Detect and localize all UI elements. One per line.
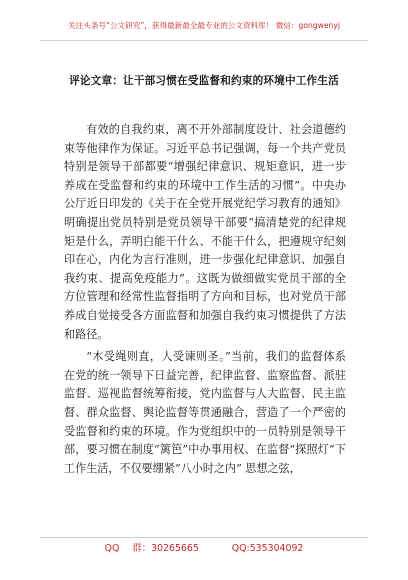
document-title: 评论文章：让干部习惯在受监督和约束的环境中工作生活 xyxy=(69,75,339,87)
paragraph-1: 有效的自我约束，离不开外部制度设计、社会道德约束等他律作为保证。习近平总书记强调，每一个共产党员特别是领导干部都要“增强纪律意识、规矩意识，进一步养成在受监督和约束的环境中工作生活的习惯”。中央办公厅近日印发的《关于在全党开展党纪学习教育的通知》明确提出党员特别是党员领导干部要“搞清楚党的纪律规矩是什么，弄明白能干什么、不能干什么，把遵规守纪刻印在心，内化为言行准则，进一步强化纪律意识、加强自我约束、提高免疫能力”。这既为做细做实党员干部的全方位管理和经常性监督指明了方向和目标，也对党员干部养成自觉接受各方面监督和加强自我约束习惯提供了方法和路径。 xyxy=(64,123,346,341)
header-banner: 关注头条号“公文研究”，获得最新最全最专业的公文资料库！ 微信：gongwenyj xyxy=(68,21,340,30)
footer-contact xyxy=(0,540,408,554)
document-body xyxy=(64,121,346,482)
footer-qq: QQ:535304092 xyxy=(231,543,304,554)
paragraph-2: “木受绳则直，人受谏则圣。”当前，我们的监督体系在党的统一领导下日益完善，纪律监督、监察监督、派驻监督、巡视监督统筹衔接，党内监督与人大监督、民主监督、群众监督、舆论监督等贯通融合，营造了一个严密的受监督和约束的环境。作为党组织中的一员特别是领导干部，要习惯在制度“篱笆”中办事用权、在监督“探照灯”下工作生活，不仅要绷紧“八小时之内” 思想之弦， xyxy=(64,350,346,475)
footer-qq-group: QQ 群：30265665 xyxy=(104,543,199,554)
footer-divider xyxy=(40,537,368,538)
header-divider xyxy=(40,40,368,41)
